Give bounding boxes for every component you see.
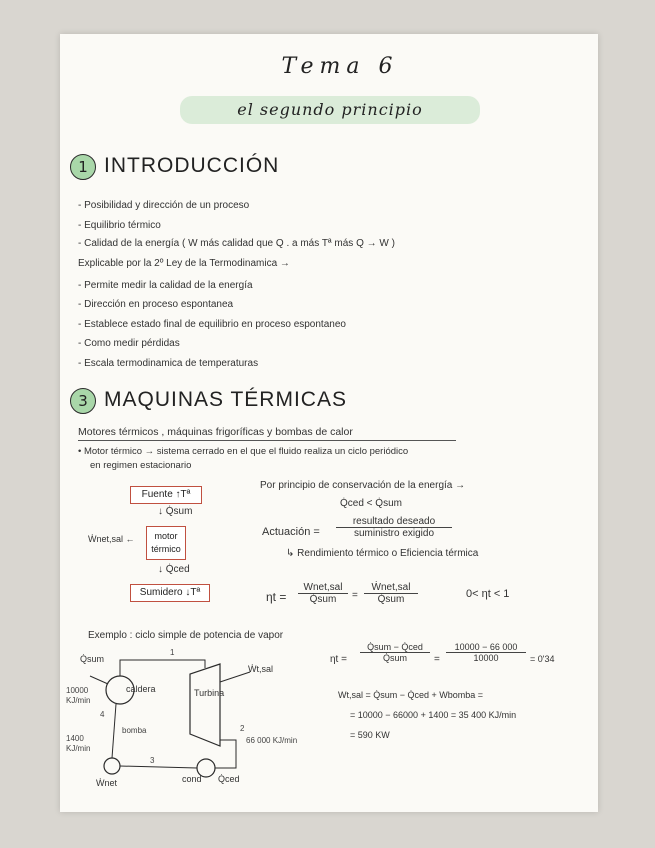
- line-4: [112, 704, 116, 758]
- subheading-underline: [78, 440, 456, 441]
- node-2: 2: [240, 724, 245, 733]
- wt-arrow: [220, 672, 250, 682]
- calc-den-1: Q̇sum: [382, 653, 407, 663]
- sumidero-box: Sumidero ↓Tª: [130, 584, 210, 602]
- actuacion-numerator: resultado deseado: [336, 516, 452, 528]
- calc-den-2: 10000: [473, 653, 499, 663]
- fuente-box: Fuente ↑Tª: [130, 486, 202, 504]
- wnet-sal-label: Ẇnet,sal ←: [88, 534, 135, 544]
- qsum-arrow-label: ↓ Q̇sum: [158, 506, 193, 517]
- ej-cond-label: cond: [182, 774, 202, 784]
- ej-wt-sal-label: Ẇt,sal: [248, 664, 274, 674]
- eta2-numerator: Ẇnet,sal: [364, 582, 418, 594]
- ej-kj1a: 10000: [66, 686, 89, 695]
- pump-circle: [104, 758, 120, 774]
- intro-bullet-7: - Establece estado final de equilibrio en proceso espontaneo: [78, 319, 346, 330]
- calc-equals: =: [434, 654, 440, 665]
- motor-label-1: motor: [154, 531, 178, 541]
- ej-kj2: 66 000 KJ/min: [246, 736, 298, 745]
- actuacion-label: Actuación =: [262, 526, 320, 538]
- ej-kj3a: 1400: [66, 734, 84, 743]
- line-3: [120, 766, 197, 768]
- ej-wnet-label: Ẇnet: [96, 778, 118, 788]
- eta1-numerator: Wnet,sal: [298, 582, 348, 594]
- motor-label-2: térmico: [151, 544, 181, 554]
- ej-turbina-label: Turbina: [194, 688, 225, 698]
- intro-bullet-3: - Calidad de la energía ( W más calidad que Q . a más Tª más Q → W ): [78, 238, 395, 249]
- calc-eta-label: ηt =: [330, 654, 347, 665]
- qsum-arrow: [90, 676, 108, 684]
- actuacion-fraction: [336, 516, 452, 539]
- ej-qced-label: Q̇ced: [218, 774, 240, 784]
- page-subtitle: el segundo principio: [237, 100, 423, 119]
- calc-w-line2: = 10000 − 66000 + 1400 = 35 400 KJ/min: [350, 710, 517, 720]
- calc-fraction-2: [446, 642, 526, 663]
- turbine-shape: [190, 664, 220, 746]
- eta-fraction-2: [364, 582, 418, 605]
- actuacion-denominator: suministro exigido: [353, 528, 435, 539]
- ej-kj1b: KJ/min: [66, 696, 91, 705]
- intro-bullet-6: - Dirección en proceso espontanea: [78, 299, 234, 310]
- eta2-denominator: Q̇sum: [377, 594, 405, 605]
- node-3: 3: [150, 756, 155, 765]
- intro-bullet-5: - Permite medir la calidad de la energía: [78, 280, 253, 291]
- section-number-3: 3: [70, 388, 96, 414]
- intro-bullet-1: - Posibilidad y dirección de un proceso: [78, 200, 250, 211]
- calc-num-2: 10000 − 66 000: [446, 642, 526, 653]
- ejemplo-title: Exemplo : ciclo simple de potencia de vapor: [88, 630, 284, 641]
- rendimiento-text: ↳ Rendimiento térmico o Eficiencia térmica: [286, 548, 479, 559]
- motor-termico-box: [146, 526, 186, 560]
- calc-w-line1: Wt,sal = Q̇sum − Q̇ced + Wbomba =: [338, 690, 484, 700]
- ej-kj3b: KJ/min: [66, 744, 91, 753]
- intro-bullet-2: - Equilibrio térmico: [78, 220, 161, 231]
- inequality-text: Q̇ced < Q̇sum: [340, 498, 402, 509]
- node-1: 1: [170, 648, 175, 657]
- ej-caldera-label: caldera: [126, 684, 156, 694]
- line-2: [215, 740, 236, 768]
- section-title-maquinas: MAQUINAS TÉRMICAS: [104, 388, 347, 411]
- qced-arrow-label: ↓ Q̇ced: [158, 564, 190, 575]
- section-number-1: 1: [70, 154, 96, 180]
- intro-bullet-9: - Escala termodinamica de temperaturas: [78, 358, 259, 369]
- motor-definition-line2: en regimen estacionario: [90, 460, 192, 471]
- conservacion-text: Por principio de conservación de la energía →: [260, 480, 466, 491]
- eta-label: ηt =: [266, 590, 287, 604]
- eta-fraction-1: [298, 582, 348, 605]
- page-title: Tema 6: [281, 54, 399, 79]
- eta-range: 0< ηt < 1: [466, 588, 510, 600]
- intro-bullet-8: - Como medir pérdidas: [78, 338, 180, 349]
- ej-qsum-label: Q̇sum: [80, 654, 105, 664]
- maquinas-subheading: Motores térmicos , máquinas frigoríficas y bombas de calor: [78, 426, 353, 438]
- section-title-intro: INTRODUCCIÓN: [104, 154, 280, 177]
- calc-num-1: Q̇sum − Q̇ced: [360, 642, 430, 653]
- eta-equals: =: [352, 590, 358, 601]
- calc-w-line3: = 590 KW: [350, 730, 390, 740]
- eta1-denominator: Q̇sum: [309, 594, 337, 605]
- node-4: 4: [100, 710, 105, 719]
- ej-bomba-label: bomba: [122, 726, 147, 735]
- calc-fraction-1: [360, 642, 430, 663]
- intro-bullet-4: Explicable por la 2º Ley de la Termodinamica →: [78, 258, 290, 269]
- motor-definition-line1: • Motor térmico → sistema cerrado en el que el fluido realiza un ciclo periódico: [78, 446, 409, 457]
- notebook-page: [60, 34, 598, 812]
- calc-result: = 0'34: [530, 654, 555, 664]
